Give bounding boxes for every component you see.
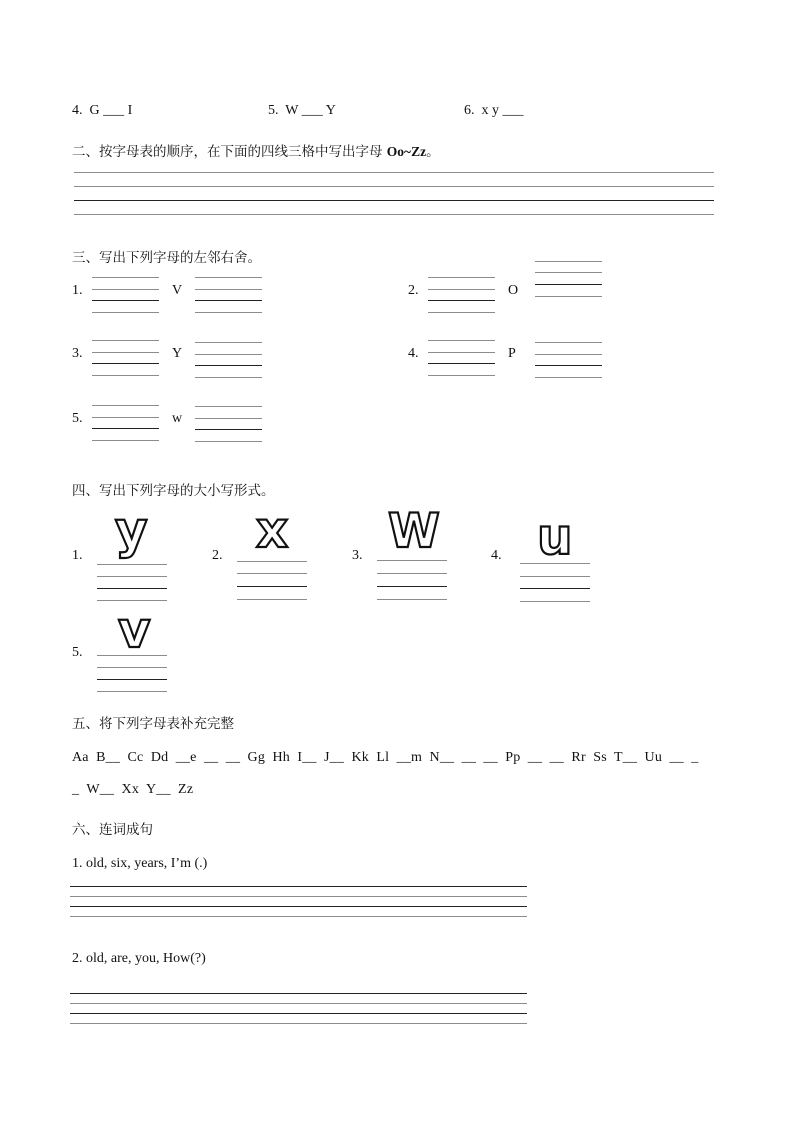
sentence-question-2: 2. old, are, you, How(?) bbox=[72, 951, 206, 966]
letter-v: v bbox=[118, 601, 151, 659]
letter-W: W bbox=[388, 504, 440, 559]
top-item-5: 5. W ___ Y bbox=[268, 103, 336, 118]
section2-title: 二、按字母表的顺序，在下面的四线三格中写出字母 Oo~Zz。 bbox=[72, 144, 440, 160]
section4-title: 四、写出下列字母的大小写形式。 bbox=[72, 483, 275, 499]
section5-title: 五、将下列字母表补充完整 bbox=[72, 716, 234, 732]
section3-title: 三、写出下列字母的左邻右舍。 bbox=[72, 250, 261, 266]
letter-x: x bbox=[256, 501, 289, 559]
top-item-6: 6. x y ___ bbox=[464, 103, 524, 118]
section6-title: 六、连词成句 bbox=[72, 822, 153, 838]
letter-u: u bbox=[537, 508, 573, 566]
alphabet-line-2: _ W__ Xx Y__ Zz bbox=[72, 782, 194, 797]
letter-y: y bbox=[115, 501, 148, 559]
sentence-question-1: 1. old, six, years, I’m (.) bbox=[72, 856, 208, 871]
alphabet-line-1: Aa B__ Cc Dd __e __ __ Gg Hh I__ J__ Kk Ll __m N__ __ __ Pp __ __ Rr Ss T__ Uu __ _ bbox=[72, 750, 699, 765]
top-item-4: 4. G ___ I bbox=[72, 103, 133, 118]
